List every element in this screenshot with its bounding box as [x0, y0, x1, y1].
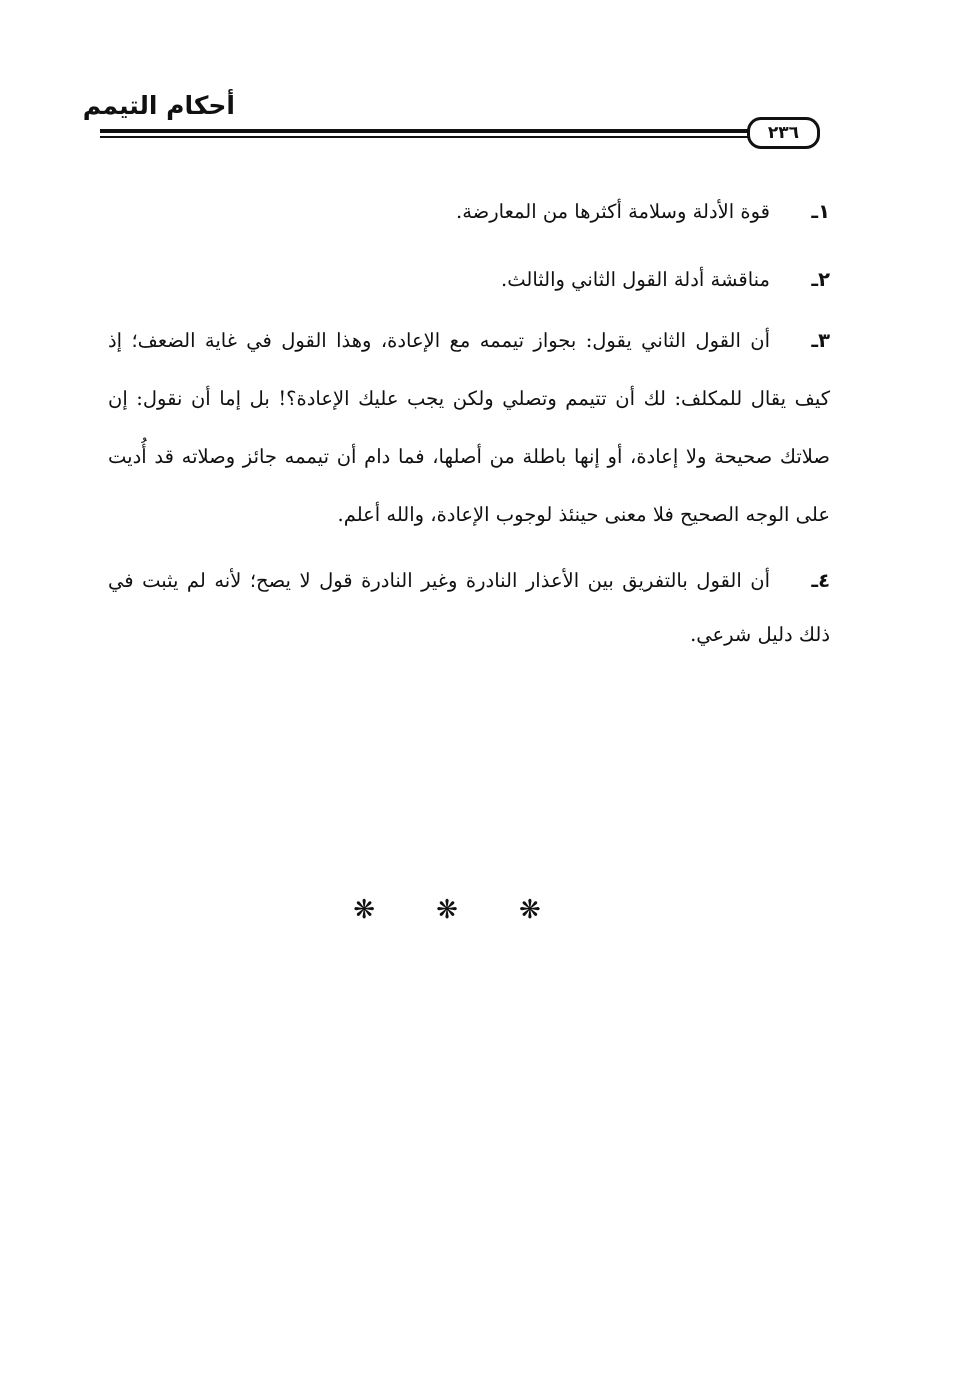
list-item-2 [108, 258, 830, 302]
header-rule-thin [100, 136, 748, 138]
list-item-4 [108, 554, 830, 662]
list-item-text: أن القول بالتفريق بين الأعذار النادرة وغير النادرة قول لا يصح؛ لأنه لم يثبت في ذلك دليل شرعي. [108, 569, 830, 646]
list-item-number: ٣ـ [811, 329, 830, 352]
list-item-text: أن القول الثاني يقول: بجواز تيممه مع الإعادة، وهذا القول في غاية الضعف؛ إذ كيف يقال للمكلف: لك أن تتيمم وتصلي ولكن يجب عليك الإعادة؟! بل إما أن نقول: إن صلاتك صحيحة ولا إعادة، أو إنها باطلة من أصلها، فما دام أن تيممه جائز وصلاته قد أُديت على الوجه الصحيح فلا معنى حينئذ لوجوب الإعادة، والله أعلم. [108, 329, 830, 526]
list-item-number: ١ـ [811, 200, 830, 223]
page-number: ٢٣٦ [747, 117, 820, 149]
list-item-text: مناقشة أدلة القول الثاني والثالث. [501, 268, 770, 291]
list-item-1 [108, 190, 830, 234]
list-item-3 [108, 312, 830, 544]
list-item-number: ٤ـ [811, 569, 830, 592]
list-item-number: ٢ـ [811, 268, 830, 291]
section-separator-stars: ❋ ❋ ❋ [353, 895, 567, 925]
page-body [108, 190, 830, 662]
header-rule-thick [100, 129, 748, 133]
list-item-text: قوة الأدلة وسلامة أكثرها من المعارضة. [456, 200, 770, 223]
running-header-title: أحكام التيمم [82, 91, 235, 120]
